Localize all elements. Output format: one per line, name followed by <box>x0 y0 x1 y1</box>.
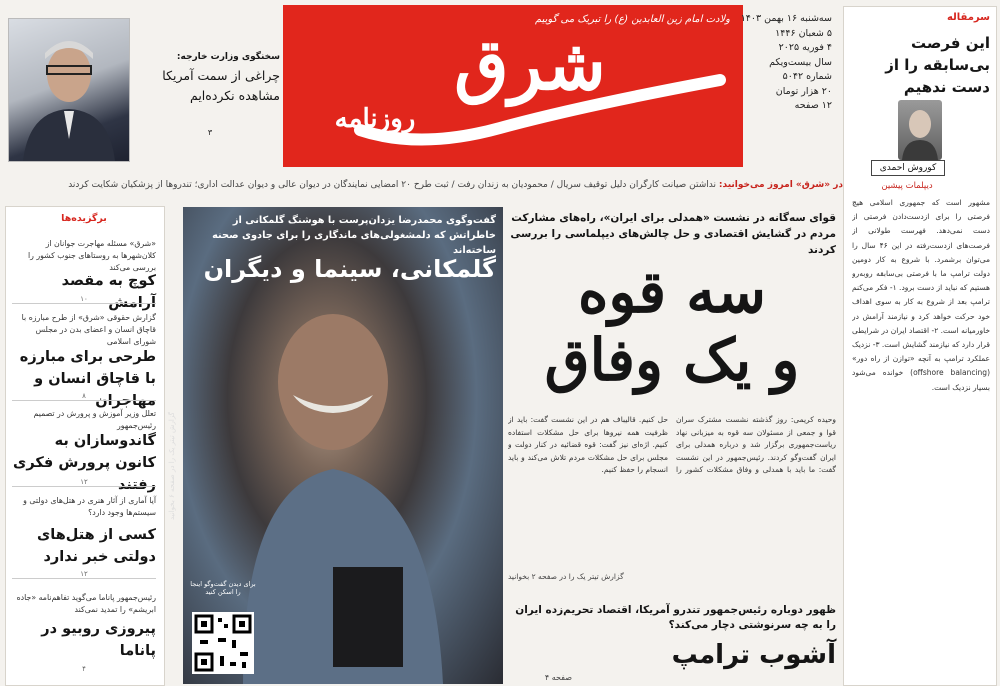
issue-date: سه‌شنبه ۱۶ بهمن ۱۴۰۳ <box>740 13 832 24</box>
sidebar-label: برگزیده‌ها <box>61 213 107 224</box>
author-photo <box>898 100 942 160</box>
portrait-icon <box>9 19 129 161</box>
main-story-body: وحیده کریمی: روز گذشته نشست مشترک سران قوا و جمعی از مسئولان سه قوه به میزبانی نهاد ریاست‌جمهوری برگزار شد و درباره همدلی برای ایران گفت‌وگو کردند. رئیس‌جمهور در این نشست گفت: ما باید با همدلی و وفاق مشکلات کشور را حل کنیم. قالیباف هم در این نشست گفت: باید از ظرفیت همه نیروها برای حل مشکلات استفاده کنیم. اژه‌ای نیز گفت: قوه قضائیه در کنار دولت و مجلس برای حل مشکلات مردم تلاش می‌کند و باید انسجام را حفظ کنیم. <box>508 415 836 474</box>
ticker-label: در «شرق» امروز می‌خوانید: <box>718 180 843 190</box>
sidebar-item-kicker: «شرق» مسئله مهاجرت جوانان از کلان‌شهرها به روستاهای جنوب کشور را بررسی می‌کند <box>27 239 156 272</box>
sidebar-item-kicker: گزارش حقوقی «شرق» از طرح مبارزه با قاچاق انسان و اعضای بدن در مجلس شورای اسلامی <box>21 313 156 346</box>
editorial-body: مشهور است که جمهوری اسلامی هیچ فرصتی را برای ازدست‌دادن فرصتی از دست نمی‌دهد. فهرست طولانی از فرصت‌های ازدست‌رفته در این ۴۶ سال را می‌توان برشمرد. با شروع به کار دومین دولت ترامپ ما با فرصتی بی‌سابقه روبه‌رو هستیم که نباید از دست برود. ۱- فکر می‌کنم ترامپ بعد از شروع به کار به سوی اهداف خود حرکت خواهد کرد و نیازمند آرامش در خاورمیانه است. ۲- اقتصاد ایران در شرایطی قرار دارد که نیازمند گشایش است. ۳- نزدیک عملکرد ترامپ به آنچه «توازن از راه دور» (offshore balancing) خوانده می‌شود بسیار نزدیک است. <box>852 198 990 392</box>
sidebar-item-page: ۴ <box>82 665 86 673</box>
ticker-text: نداشتن صیانت کارگران دلیل توقیف سریال / محمودیان به زندان رفت / ثبت طرح ۲۰ امضایی نمایندگان در دیوان عالی و دیوان عدالت اداری؛ تندروها از پزشکیان شکایت کردند <box>68 180 717 190</box>
editorial-title[interactable]: این فرصت بی‌سابقه را از دست ندهیم <box>885 34 990 96</box>
issue-info <box>740 12 832 114</box>
sub-story-kicker: ظهور دوباره رئیس‌جمهور تندرو آمریکا، اقتصاد تحریم‌زده ایران را به چه سرنوشتی دچار می‌کند؟ <box>515 604 836 631</box>
sub-story-page: صفحه ۴ <box>544 673 572 682</box>
sidebar-item-page: ۱۲ <box>12 570 156 579</box>
masthead-slogan: ولادت امام زین العابدین (ع) را تبریک می گوییم <box>534 14 730 25</box>
sub-story-title[interactable]: آشوب ترامپ <box>671 640 836 670</box>
center-story-title[interactable]: گلمکانی، سینما و دیگران <box>203 255 496 283</box>
sidebar-item-page: ۱۲ <box>12 478 156 487</box>
issue-year: سال بیست‌ویکم <box>769 56 832 68</box>
sidebar-item-page: ۸ <box>12 392 156 401</box>
sidebar-item-kicker: آیا آماری از آثار هنری در هتل‌های دولتی و سیستم‌ها وجود دارد؟ <box>23 496 156 517</box>
top-story-page: ۳ <box>207 128 213 137</box>
center-story-kicker: گفت‌وگوی محمدرضا یزدان‌پرست با هوشنگ گلمکانی از خاطراتش که دلمشغولی‌های ماندگاری را برای جادوی صحنه ساخته‌اند <box>212 215 496 256</box>
top-story-title[interactable]: چراغی از سمت آمریکا مشاهده نکرده‌ایم <box>162 68 280 103</box>
issue-gregorian-date: ۴ فوریه ۲۰۲۵ <box>778 42 832 53</box>
issue-price: ۲۰ هزار تومان <box>775 85 832 97</box>
qr-code[interactable] <box>192 612 254 674</box>
qr-caption: برای دیدن گفت‌وگو اینجا را اسکن کنید <box>190 580 256 596</box>
main-headline-line: و یک وفاق <box>544 326 800 394</box>
logo-subtitle: روزنامه <box>334 104 416 134</box>
sidebar-item-title[interactable]: کوچ به مقصد آرامش <box>61 273 156 311</box>
main-story-kicker: قوای سه‌گانه در نشست «همدلی برای ایران»، راه‌های مشارکت مردم در گشایش اقتصادی و حل چالش‌های دیپلماسی را بررسی کردند <box>510 212 836 256</box>
qr-code-icon <box>192 612 254 674</box>
main-headline[interactable] <box>508 258 836 394</box>
editorial-label: سرمقاله <box>946 12 990 23</box>
sidebar-item-kicker: رئیس‌جمهور پاناما می‌گوید تفاهم‌نامه «جاده ابریشم» را تمدید نمی‌کند <box>16 593 156 614</box>
spokesman-photo <box>8 18 130 162</box>
in-this-issue-ticker <box>5 176 843 194</box>
sidebar-item-page: ۱۰ <box>12 295 156 304</box>
logo-title: شرق <box>454 23 606 106</box>
author-role: دیپلمات پیشین <box>881 181 933 191</box>
top-story-kicker: سخنگوی وزارت خارجه: <box>176 52 280 62</box>
main-headline-line: سه قوه <box>578 258 766 326</box>
main-story-reference: گزارش تیتر یک را در صفحه ۲ بخوانید <box>508 572 624 581</box>
issue-number: شماره ۵۰۴۲ <box>782 71 832 82</box>
author-name: کوروش احمدی <box>871 160 945 176</box>
issue-pages: ۱۲ صفحه <box>794 100 832 111</box>
center-story-reference: گزارش تیتر یک را در صفحه ۶ بخوانید <box>168 411 176 520</box>
issue-hijri-date: ۵ شعبان ۱۴۴۶ <box>775 27 832 39</box>
sidebar-item-kicker: تعلل وزیر آموزش و پرورش در تصمیم رئیس‌جمهور <box>33 409 156 430</box>
sidebar-item-title[interactable]: پیروزی روبیو در پاناما <box>41 621 156 659</box>
sidebar-item-title[interactable]: طرحی برای مبارزه با قاچاق انسان و مهاجران <box>19 349 156 409</box>
author-portrait-icon <box>898 100 942 160</box>
sidebar-item-title[interactable]: گاندوسازان به کانون پرورش فکری رفتند <box>13 433 156 493</box>
sidebar-item-title[interactable]: کسی از هتل‌های دولتی خبر ندارد <box>37 527 156 565</box>
